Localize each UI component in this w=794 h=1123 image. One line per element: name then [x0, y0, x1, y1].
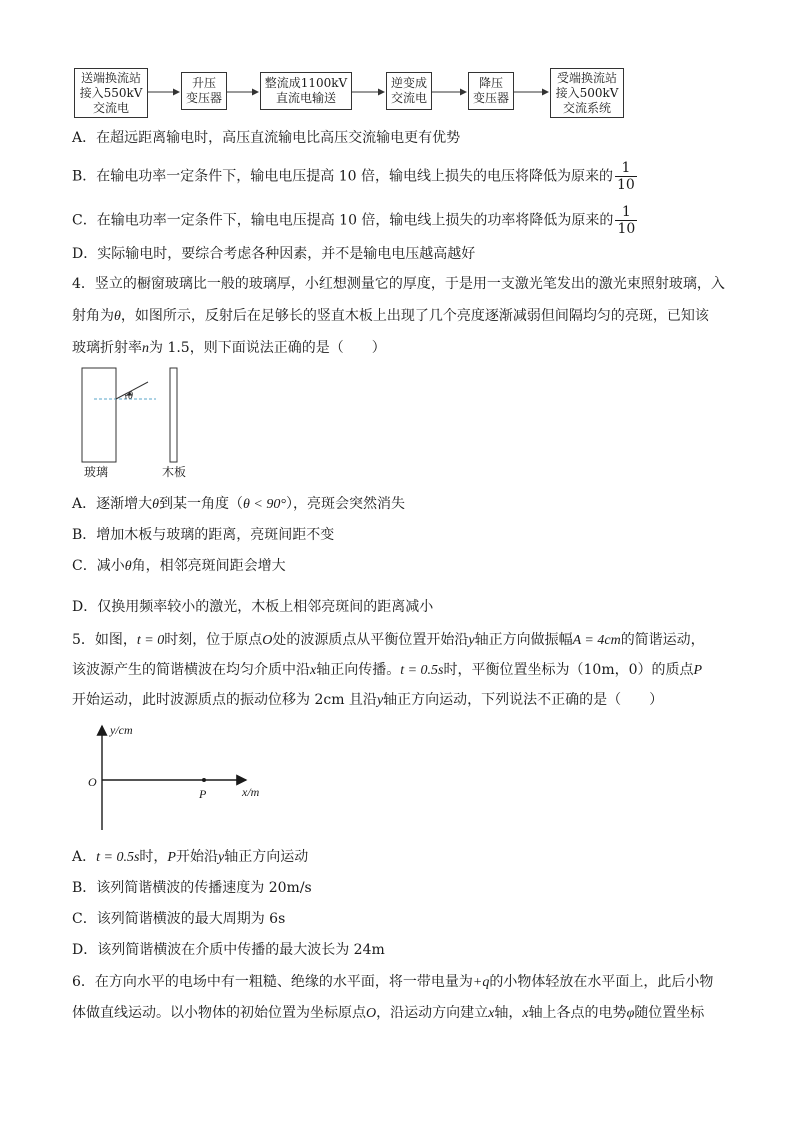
fraction: $\frac{1}{10}$	[617, 204, 636, 237]
glass-pane	[82, 368, 116, 462]
q5-figure	[80, 718, 280, 836]
flow-box-rectify: 整流成1100kV 直流电输送	[260, 72, 352, 110]
point-p	[202, 778, 206, 782]
q5-option-b: B．该列简谐横波的传播速度为 20m/s	[72, 880, 312, 896]
q4-stem-line1: 4．竖立的橱窗玻璃比一般的玻璃厚，小红想测量它的厚度，于是用一支激光笔发出的激光束照射玻璃，入	[72, 276, 725, 292]
q5-option-a: A．t = 0.5s时，P开始沿y轴正方向运动	[72, 849, 309, 865]
q4-stem-line2: 射角为θ，如图所示，反射后在足够长的竖直木板上出现了几个亮度逐渐减弱但间隔均匀的亮斑，已知该	[72, 308, 709, 324]
q5-stem-line1: 5．如图，t = 0时刻，位于原点O处的波源质点从平衡位置开始沿y轴正方向做振幅A = 4cm的简谐运动，	[72, 632, 705, 648]
q5-option-c: C．该列简谐横波的最大周期为 6s	[72, 911, 286, 927]
y-axis-label: y/cm	[110, 723, 133, 737]
q5-stem-line3: 开始运动，此时波源质点的振动位移为 2cm 且沿y轴正方向运动，下列说法不正确的是（ ）	[72, 692, 664, 708]
q6-stem-line2: 体做直线运动。以小物体的初始位置为坐标原点O，沿运动方向建立x轴，x轴上各点的电势φ随位置坐标	[72, 1005, 705, 1021]
q4-option-b: B．增加木板与玻璃的距离，亮斑间距不变	[72, 527, 335, 543]
flowchart-arrows	[0, 0, 794, 140]
q4-option-c: C．减小θ角，相邻亮斑间距会增大	[72, 558, 286, 574]
flow-box-step-down: 降压 变压器	[468, 72, 514, 110]
flow-box-step-up: 升压 变压器	[181, 72, 227, 110]
flow-box-send-station: 送端换流站 接入550kV 交流电	[74, 68, 148, 118]
origin-label: O	[88, 775, 97, 789]
wood-board	[170, 368, 177, 462]
point-p-label: P	[199, 787, 207, 801]
board-label: 木板	[162, 465, 187, 479]
q6-stem-line1: 6．在方向水平的电场中有一粗糙、绝缘的水平面，将一带电量为+q的小物体轻放在水平面上，此后小物	[72, 974, 714, 990]
q3-option-c: C．在输电功率一定条件下，输电电压提高 10 倍，输电线上损失的功率将降低为原来的 $\frac{1}{10}$	[72, 204, 636, 237]
flow-box-receive-station: 受端换流站 接入500kV 交流系统	[550, 68, 624, 118]
q3-option-a: A．在超远距离输电时，高压直流输电比高压交流输电更有优势	[72, 130, 461, 146]
theta-label: θ	[128, 391, 133, 402]
angle-arc	[125, 394, 126, 399]
q4-figure	[70, 362, 200, 482]
q4-option-d: D．仅换用频率较小的激光，木板上相邻亮斑间的距离减小	[72, 599, 434, 615]
flow-box-invert: 逆变成 交流电	[386, 72, 432, 110]
x-axis-label: x/m	[242, 785, 260, 799]
q4-option-a: A．逐渐增大θ到某一角度（θ < 90°），亮斑会突然消失	[72, 496, 405, 512]
q4-stem-line3: 玻璃折射率n为 1.5，则下面说法正确的是（ ）	[72, 340, 386, 356]
q3-option-d: D．实际输电时，要综合考虑各种因素，并不是输电电压越高越好	[72, 246, 476, 262]
q5-option-d: D．该列简谐横波在介质中传播的最大波长为 24m	[72, 942, 385, 958]
fraction: $\frac{1}{10}$	[617, 160, 635, 193]
glass-label: 玻璃	[84, 465, 109, 479]
q5-stem-line2: 该波源产生的简谐横波在均匀介质中沿x轴正向传播。t = 0.5s时，平衡位置坐标为（10m，0）的质点P	[72, 662, 703, 678]
q3-option-b: B．在输电功率一定条件下，输电电压提高 10 倍，输电线上损失的电压将降低为原来的 $\frac{1}{10}$	[72, 160, 635, 193]
